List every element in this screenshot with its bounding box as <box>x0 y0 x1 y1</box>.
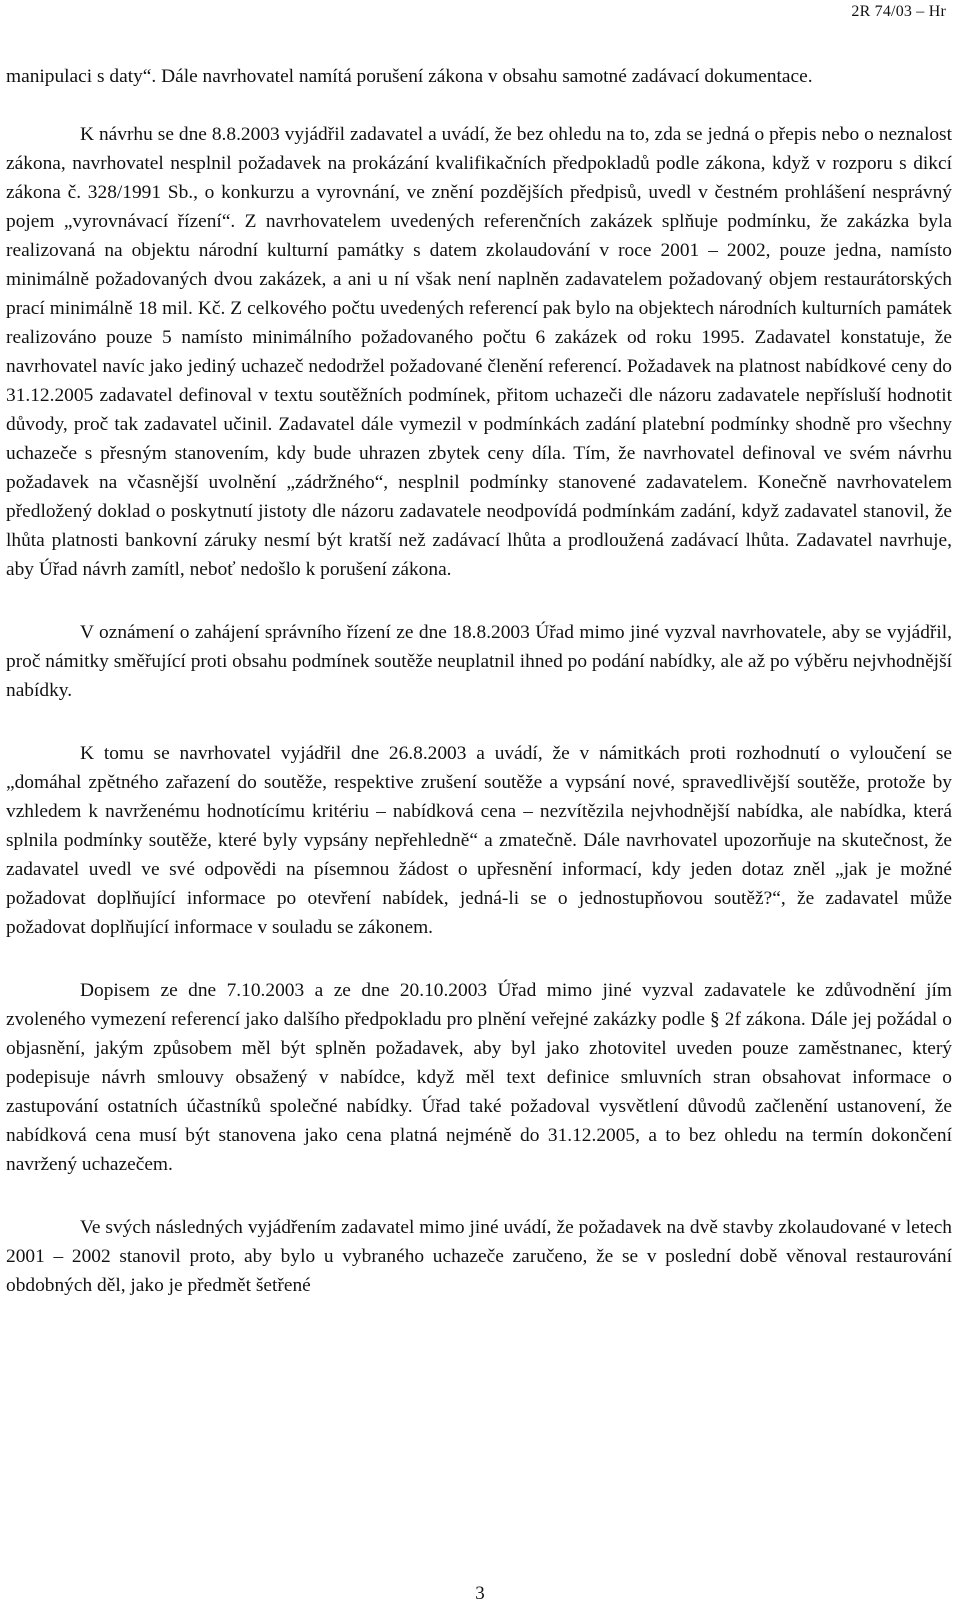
paragraph-office-letters: Dopisem ze dne 7.10.2003 a ze dne 20.10.2003 Úřad mimo jiné vyzval zadavatele ke zdůvodnění jím zvoleného vymezení referencí jako dalšího předpokladu pro plnění veřejné zakázky podle § 2f zákona. Dále jej požádal o objasnění, jakým způsobem měl být splněn požadavek, aby byl jako zhotovitel uveden pouze zaměstnanec, který podepisuje návrh smlouvy obsažený v nabídce, když měl text definice smluvních stran obsahovat informace o zastupování ostatních účastníků společné nabídky. Úřad také požadoval vysvětlení důvodů začlenění ustanovení, že nabídková cena musí být stanovena jako cena platná nejméně do 31.12.2005, a to bez ohledu na termín dokončení navržený uchazečem. <box>6 980 952 1175</box>
document-body <box>6 62 952 1300</box>
paragraph-navrhovatel-response: K tomu se navrhovatel vyjádřil dne 26.8.2003 a uvádí, že v námitkách proti rozhodnutí o vyloučení se „domáhal zpětného zařazení do soutěže, respektive zrušení soutěže a vypsání nové, spravedlivější soutěže, protože by vzhledem k navrženému hodnotícímu kritériu – nabídková cena – nezvítězila nejvhodnější nabídka, ale nabídka, která splnila podmínky soutěže, které byly vypsány nepřehledně“ a zmatečně. Dále navrhovatel upozorňuje na skutečnost, že zadavatel uvedl ve své odpovědi na písemnou žádost o upřesnění informací, kdy jeden dotaz zněl „jak je možné požadovat doplňující informace po otevření nabídek, jedná-li se o jednostupňovou soutěž?“, že zadavatel může požadovat doplňující informace v souladu se zákonem. <box>6 743 952 938</box>
paragraph-zadavatel-response: K návrhu se dne 8.8.2003 vyjádřil zadavatel a uvádí, že bez ohledu na to, zda se jedná o přepis nebo o neznalost zákona, navrhovatel nesplnil požadavek na prokázání kvalifikačních předpokladů podle zákona, když v rozporu s dikcí zákona č. 328/1991 Sb., o konkurzu a vyrovnání, ve znění pozdějších předpisů, uvedl v čestném prohlášení nesprávný pojem „vyrovnávací řízení“. Z navrhovatelem uvedených referenčních zakázek splňuje podmínku, že zakázka byla realizovaná na objektu národní kulturní památky s datem zkolaudování v roce 2001 – 2002, pouze jedna, namísto minimálně požadovaných dvou zakázek, a ani u ní však není naplněn zadavatelem požadovaný objem restaurátorských prací minimálně 18 mil. Kč. Z celkového počtu uvedených referencí pak bylo na objektech národních kulturních památek realizováno pouze 5 namísto minimálního požadovaného počtu 6 zakázek od roku 1995. Zadavatel konstatuje, že navrhovatel navíc jako jediný uchazeč nedodržel požadované členění referencí. Požadavek na platnost nabídkové ceny do 31.12.2005 zadavatel definoval v textu soutěžních podmínek, přitom uchazeči dle názoru zadavatele nepřísluší hodnotit důvody, proč tak zadavatel učinil. Zadavatel dále vymezil v podmínkách zadání platební podmínky shodně pro všechny uchazeče s přesným stanovením, kdy bude uhrazen zbytek ceny díla. Tím, že navrhovatel definoval ve svém návrhu požadavek na včasnější uvolnění „zádržného“, nesplnil podmínky stanovené zadavatelem. Konečně navrhovatelem předložený doklad o poskytnutí jistoty dle názoru zadavatele neodpovídá podmínkám zadání, když zadavatel stanovil, že lhůta platnosti bankovní záruky nesmí být kratší než zadávací lhůta a prodloužená zadávací lhůta. Zadavatel navrhuje, aby Úřad návrh zamítl, neboť nedošlo k porušení zákona. <box>6 124 952 580</box>
page-number: 3 <box>475 1583 485 1604</box>
paragraph-following-statements: Ve svých následných vyjádřením zadavatel mimo jiné uvádí, že požadavek na dvě stavby zkolaudované v letech 2001 – 2002 stanovil proto, aby bylo u vybraného uchazeče zaručeno, že se v poslední době věnoval restaurování obdobných děl, jako je předmět šetřené <box>6 1217 952 1296</box>
document-reference: 2R 74/03 – Hr <box>851 3 946 20</box>
paragraph-office-notice: V oznámení o zahájení správního řízení ze dne 18.8.2003 Úřad mimo jiné vyzval navrhovatele, aby se vyjádřil, proč námitky směřující proti obsahu podmínek soutěže neuplatnil ihned po podání nabídky, ale až po výběru nejvhodnější nabídky. <box>6 622 952 701</box>
paragraph-continuation: manipulaci s daty“. Dále navrhovatel namítá porušení zákona v obsahu samotné zadávací dokumentace. <box>6 66 813 87</box>
